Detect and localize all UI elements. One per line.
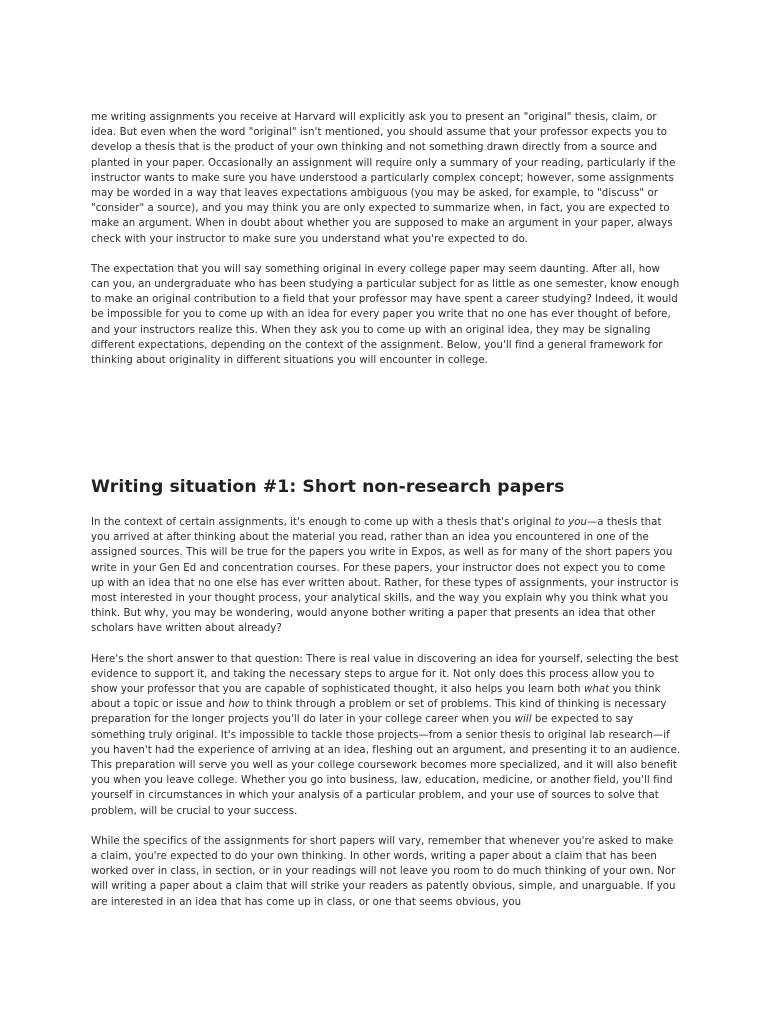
emphasis-to-you: to you — [554, 517, 588, 528]
section-paragraph-3: While the specifics of the assignments for short papers will vary, remember that whenever you're asked to make a claim, you're expected to do your own thinking. In other words, writing a paper about a claim that has been worked over in class, in section, or in your readings will not leave you room to do much thinking of your own. Nor will writing a paper about a claim that will strike your readers as patently obvious, simple, and unarguable. If you are interested in an idea that has come up in class, or one that seems obvious, you — [91, 835, 676, 908]
section-heading: Writing situation #1: Short non-research papers — [91, 477, 565, 497]
intro-paragraph-2: The expectation that you will say something original in every college paper may seem daunting. After all, how can you, an undergraduate who has been studying a particular subject for as little as one semester, know enough to make an original contribution to a field that your professor may have spent a career studying? Indeed, it would be impossible for you to come up with an idea for every paper you write that no one has ever thought of before, and your instructors realize this. When they ask you to come up with an original idea, they may be signaling different expectations, depending on the context of the assignment. Below, you'll find a general framework for thinking about originality in different situations you will encounter in college. — [91, 263, 680, 367]
section-body — [91, 515, 681, 910]
emphasis-will: will — [514, 714, 532, 726]
emphasis-how: how — [228, 699, 250, 711]
document-page — [91, 110, 681, 908]
intro-paragraph-1: me writing assignments you receive at Harvard will explicitly ask you to present an "original" thesis, claim, or idea. But even when the word "original" isn't mentioned, you should assume that your professor expects you to develop a thesis that is the product of your own thinking and not something drawn directly from a source and planted in your paper. Occasionally an assignment will require only a summary of your reading, particularly if the instructor wants to make sure you have understood a particularly complex concept; however, some assignments may be worded in a way that leaves expectations ambiguous (you may be asked, for example, to "discuss" or "consider" a source), and you may think you are only expected to summarize when, in fact, you are expected to make an argument. When in doubt about whether you are supposed to make an argument in your paper, always check with your instructor to make sure you understand what you're expected to do. — [91, 112, 676, 245]
section-paragraph-2: Here's the short answer to that question: There is real value in discovering an idea for yourself, selecting the best evidence to support it, and taking the necessary steps to argue for it. Not only does this process allow you to show your professor that you are capable of sophisticated thought, it also helps you learn both what you think about a topic or issue and how to think through a problem or set of problems. This kind of thinking is necessary preparation for the longer projects you'll do later in your college career when you will be expected to say something truly original. It's impossible to tackle those projects—from a senior thesis to original lab research—if you haven't had the experience of arriving at an idea, fleshing out an argument, and presenting it to an audience. This preparation will serve you well as your college coursework becomes more specialized, and it will also benefit you when you leave college. Whether you go into business, law, education, medicine, or another field, you'll find yourself in circumstances in which your analysis of a particular problem, and your use of sources to solve that problem, will be crucial to your success. — [91, 653, 681, 817]
section-paragraph-1: In the context of certain assignments, it's enough to come up with a thesis that's original to you—a thesis that you arrived at after thinking about the material you read, rather than an idea you encountered in one of the assigned sources. This will be true for the papers you write in Expos, as well as for many of the short papers you write in your Gen Ed and concentration courses. For these papers, your instructor does not expect you to come up with an idea that no one else has ever written about. Rather, for these types of assignments, your instructor is most interested in your thought process, your analytical skills, and the way you explain why you think what you think. But why, you may be wondering, would anyone bother writing a paper that presents an idea that other scholars have written about already? — [91, 517, 679, 635]
emphasis-what: what — [583, 684, 610, 696]
